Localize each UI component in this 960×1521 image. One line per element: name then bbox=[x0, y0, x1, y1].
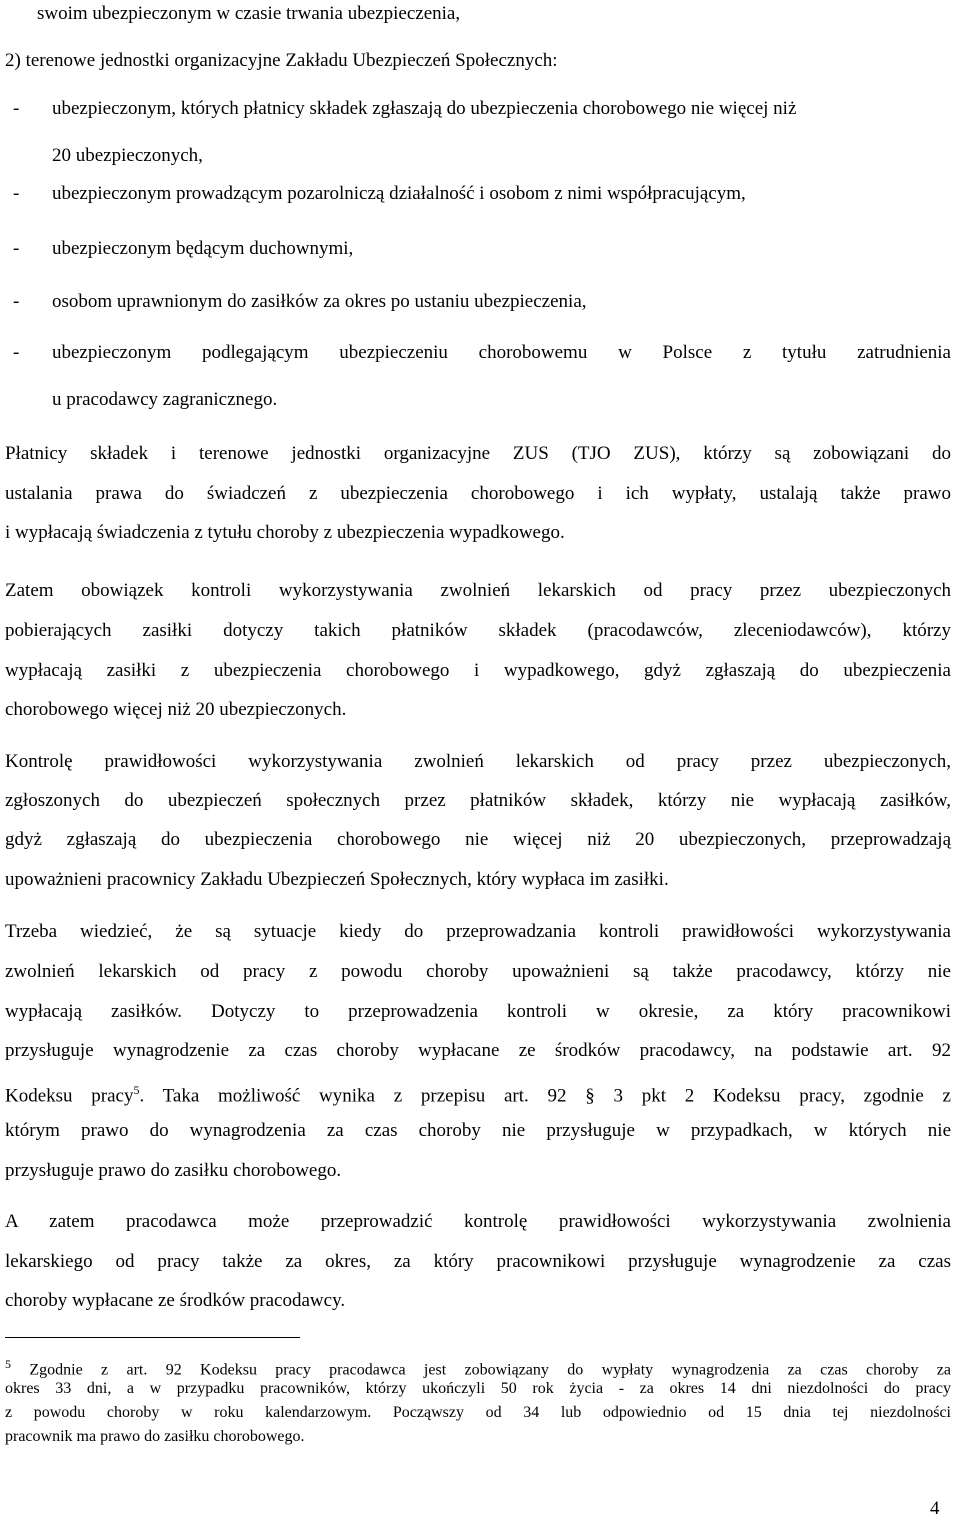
page-number: 4 bbox=[930, 1498, 940, 1519]
paragraph-line: upoważnieni pracownicy Zakładu Ubezpieczeń Społecznych, który wypłaca im zasiłki. bbox=[5, 868, 669, 890]
paragraph-line: ustalania prawa do świadczeń z ubezpieczenia chorobowego i ich wypłaty, ustalają także prawo bbox=[5, 482, 951, 504]
list-item-text: osobom uprawnionym do zasiłków za okres po ustaniu ubezpieczenia, bbox=[52, 291, 587, 312]
paragraph-line: którym prawo do wynagrodzenia za czas choroby nie przysługuje w przypadkach, w których nie bbox=[5, 1119, 951, 1141]
paragraph bbox=[5, 912, 951, 1191]
paragraph-line: wypłacają zasiłki z ubezpieczenia chorobowego i wypadkowego, gdyż zgłaszają do ubezpieczenia bbox=[5, 659, 951, 681]
paragraph-line: zwolnień lekarskich od pracy z powodu choroby upoważnieni są także pracodawcy, którzy nie bbox=[5, 960, 951, 982]
list-item-text: ubezpieczonym będącym duchownymi, bbox=[52, 238, 354, 259]
paragraph-line: i wypłacają świadczenia z tytułu choroby z ubezpieczenia wypadkowego. bbox=[5, 522, 565, 543]
footnote-separator bbox=[5, 1337, 300, 1338]
paragraph-line: Kodeksu pracy$^5$. Taka możliwość wynika z przepisu art. 92 § 3 pkt 2 Kodeksu pracy, zgodnie z bbox=[5, 1083, 951, 1107]
list-item-text: u pracodawcy zagranicznego. bbox=[52, 389, 278, 410]
paragraph-line: choroby wypłacane ze środków pracodawcy. bbox=[5, 1290, 346, 1311]
dash-marker: - bbox=[13, 183, 20, 204]
paragraph-line: wypłacają zasiłków. Dotyczy to przeprowadzenia kontroli w okresie, za który pracownikowi bbox=[5, 1000, 951, 1022]
paragraph-line: A zatem pracodawca może przeprowadzić kontrolę prawidłowości wykorzystywania zwolnienia bbox=[5, 1211, 951, 1232]
section-sign: § bbox=[585, 1085, 614, 1107]
footnote-line: okres 33 dni, a w przypadku pracowników, którzy ukończyli 50 rok życia - za okres 14 dni niezdolności do pracy bbox=[5, 1380, 951, 1397]
paragraph-line: przysługuje prawo do zasiłku chorobowego. bbox=[5, 1159, 342, 1181]
list-item-text: 20 ubezpieczonych, bbox=[52, 145, 203, 166]
paragraph-line: Płatnicy składek i terenowe jednostki organizacyjne ZUS (TJO ZUS), którzy są zobowiązani do bbox=[5, 443, 951, 464]
list-item-text: ubezpieczonym podlegającym ubezpieczeniu chorobowemu w Polsce z tytułu zatrudnienia bbox=[52, 342, 951, 363]
intro-line: swoim ubezpieczonym w czasie trwania ubezpieczenia, bbox=[37, 3, 461, 24]
footnote-line: $^5$ Zgodnie z art. 92 Kodeksu pracy pracodawca jest zobowiązany do wypłaty wynagrodzenia za czas choroby za bbox=[5, 1357, 951, 1379]
list-item-2: 2) terenowe jednostki organizacyjne Zakładu Ubezpieczeń Społecznych: bbox=[5, 50, 558, 71]
dash-marker: - bbox=[13, 238, 20, 259]
footnote-number: 5 bbox=[5, 1357, 11, 1371]
paragraph-line: pobierających zasiłki dotyczy takich płatników składek (pracodawców, zleceniodawców), którzy bbox=[5, 619, 951, 641]
paragraph-line: chorobowego więcej niż 20 ubezpieczonych. bbox=[5, 699, 347, 721]
dash-marker: - bbox=[13, 98, 20, 119]
paragraph-line: gdyż zgłaszają do ubezpieczenia chorobowego nie więcej niż 20 ubezpieczonych, przeprowadzają bbox=[5, 829, 951, 851]
footnote-reference: 5 bbox=[133, 1083, 140, 1098]
paragraph-line: przysługuje wynagrodzenie za czas choroby wypłacane ze środków pracodawcy, na podstawie art. 92 bbox=[5, 1040, 951, 1062]
paragraph bbox=[5, 434, 951, 553]
paragraph-line: zgłoszonych do ubezpieczeń społecznych przez płatników składek, którzy nie wypłacają zasiłków, bbox=[5, 790, 951, 812]
list-item-text: ubezpieczonym prowadzącym pozarolniczą działalność i osobom z nimi współpracującym, bbox=[52, 183, 746, 204]
list-item-text: ubezpieczonym, których płatnicy składek zgłaszają do ubezpieczenia chorobowego nie więcej niż bbox=[52, 98, 797, 119]
dash-marker: - bbox=[13, 342, 20, 363]
dash-marker: - bbox=[13, 291, 20, 312]
paragraph bbox=[5, 742, 951, 899]
paragraph-line: Trzeba wiedzieć, że są sytuacje kiedy do przeprowadzania kontroli prawidłowości wykorzystywania bbox=[5, 921, 951, 942]
paragraph-line: lekarskiego od pracy także za okres, za który pracownikowi przysługuje wynagrodzenie za czas bbox=[5, 1250, 951, 1272]
paragraph-line: Zatem obowiązek kontroli wykorzystywania zwolnień lekarskich od pracy przez ubezpieczonych bbox=[5, 580, 951, 601]
paragraph bbox=[5, 1202, 951, 1321]
paragraph-line: Kontrolę prawidłowości wykorzystywania zwolnień lekarskich od pracy przez ubezpieczonych, bbox=[5, 751, 951, 772]
paragraph bbox=[5, 571, 951, 730]
footnote-line: z powodu choroby w roku kalendarzowym. Począwszy od 34 lub odpowiednio od 15 dnia tej niezdolności bbox=[5, 1404, 951, 1421]
footnote-line: pracownik ma prawo do zasiłku chorobowego. bbox=[5, 1428, 305, 1445]
